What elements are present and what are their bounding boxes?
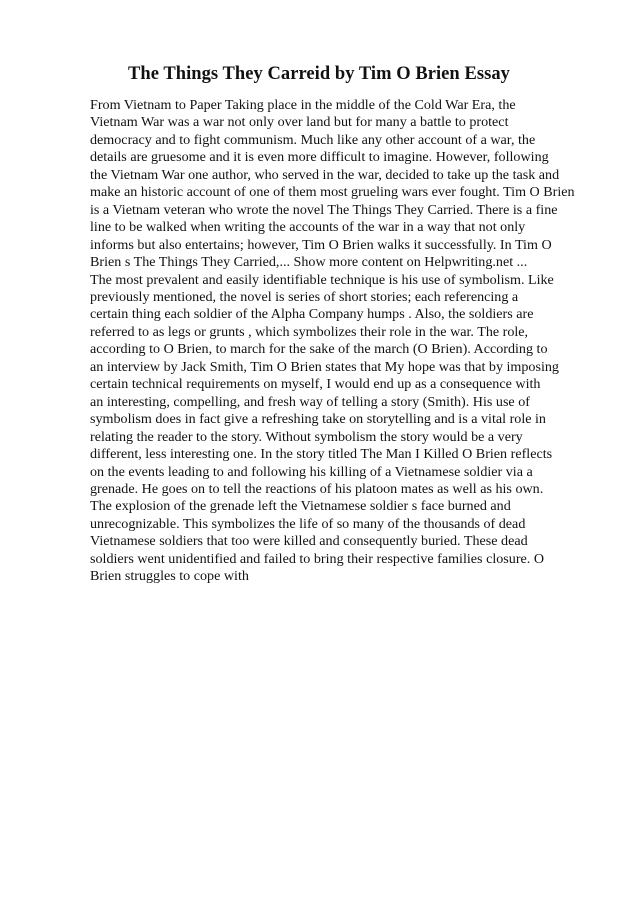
essay-line-22: on the events leading to and following his killing of a Vietnamese soldier via a xyxy=(90,463,533,480)
essay-line-13: certain thing each soldier of the Alpha Company humps . Also, the soldiers are xyxy=(90,306,534,323)
essay-line-21: different, less interesting one. In the story titled The Man I Killed O Brien reflects xyxy=(90,446,553,463)
essay-line-27: soldiers went unidentified and failed to bring their respective families closure. O xyxy=(90,550,544,567)
essay-line-15: according to O Brien, to march for the sake of the march (O Brien). According to xyxy=(90,341,548,358)
essay-line-11: The most prevalent and easily identifiable technique is his use of symbolism. Like xyxy=(90,271,554,288)
essay-line-8: line to be walked when writing the accounts of the war in a way that not only xyxy=(90,219,526,236)
essay-line-18: an interesting, compelling, and fresh way of telling a story (Smith). His use of xyxy=(90,393,530,410)
essay-line-5: the Vietnam War one author, who served in the war, decided to take up the task and xyxy=(90,166,560,183)
essay-line-4: details are gruesome and it is even more difficult to imagine. However, following xyxy=(90,149,549,166)
essay-line-23: grenade. He goes on to tell the reactions of his platoon mates as well as his own. xyxy=(90,480,544,497)
essay-body xyxy=(90,97,630,586)
essay-line-24: The explosion of the grenade left the Vietnamese soldier s face burned and xyxy=(90,498,511,515)
essay-line-16: an interview by Jack Smith, Tim O Brien states that My hope was that by imposing xyxy=(90,358,559,375)
essay-line-2: Vietnam War was a war not only over land but for many a battle to protect xyxy=(90,114,509,131)
essay-line-7: is a Vietnam veteran who wrote the novel The Things They Carried. There is a fine xyxy=(90,201,558,218)
essay-line-28: Brien struggles to cope with xyxy=(90,568,249,585)
essay-line-20: relating the reader to the story. Without symbolism the story would be a very xyxy=(90,428,523,445)
essay-line-12: previously mentioned, the novel is series of short stories; each referencing a xyxy=(90,288,519,305)
essay-line-1: From Vietnam to Paper Taking place in the middle of the Cold War Era, the xyxy=(90,97,516,113)
essay-title: The Things They Carreid by Tim O Brien Essay xyxy=(128,64,510,84)
essay-line-25: unrecognizable. This symbolizes the life of so many of the thousands of dead xyxy=(90,515,526,532)
essay-line-14: referred to as legs or grunts , which symbolizes their role in the war. The role, xyxy=(90,323,529,340)
essay-line-19: symbolism does in fact give a refreshing take on storytelling and is a vital role in xyxy=(90,411,546,428)
essay-line-6: make an historic account of one of them most grueling wars ever fought. Tim O Brien xyxy=(90,184,575,201)
essay-line-10: Brien s The Things They Carried,... Show more content on Helpwriting.net ... xyxy=(90,254,528,271)
essay-line-3: democracy and to fight communism. Much like any other account of a war, the xyxy=(90,131,536,148)
essay-line-9: informs but also entertains; however, Tim O Brien walks it successfully. In Tim O xyxy=(90,236,552,253)
essay-line-17: certain technical requirements on myself, I would end up as a consequence with xyxy=(90,376,541,393)
essay-line-26: Vietnamese soldiers that too were killed and consequently buried. These dead xyxy=(90,533,528,550)
